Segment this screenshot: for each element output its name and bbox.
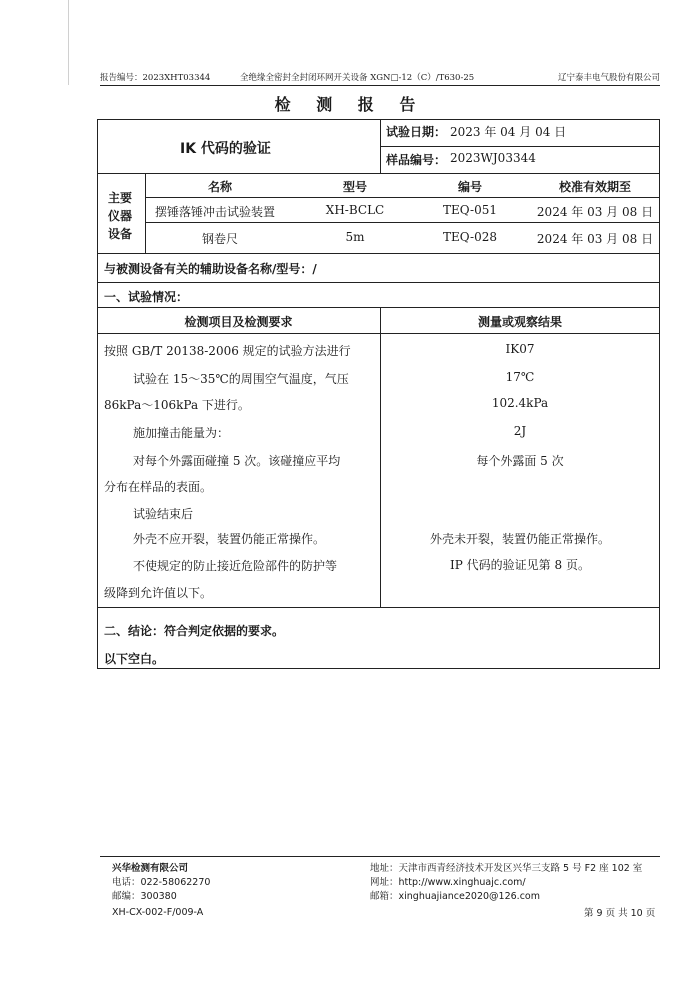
instrument-label-3: 设备 [108,227,133,241]
col-header-name: 名称 [207,180,232,194]
instrument-calibration: 2024 年 03 月 08 日 [536,205,654,219]
header-rule [100,85,660,86]
requirement-line: 不使规定的防止接近危险部件的防护等 [133,559,338,573]
footer-phone: 电话：022-58062270 [112,877,211,888]
instrument-label-1: 主要 [108,191,133,205]
instrument-model: 5m [345,230,365,244]
footer-postcode: 邮编：300380 [112,891,177,902]
divider [97,607,660,608]
result-line: 2J [513,424,527,438]
report-header [100,68,660,84]
footer-email: 邮箱：xinghuajiance2020@126.com [370,891,540,902]
instrument-calibration: 2024 年 03 月 08 日 [536,232,654,246]
divider [145,197,660,198]
requirements-header: 检测项目及检测要求 [184,315,293,329]
result-line: 102.4kPa [491,396,549,410]
test-item-name: IK 代码的验证 [180,141,271,157]
instrument-label-2: 仪器 [108,209,133,223]
instrument-name: 摆锤落锤冲击试验装置 [154,205,275,219]
result-line: IK07 [505,342,535,356]
divider [145,222,660,223]
col-header-number: 编号 [457,180,482,194]
result-line: IP 代码的验证见第 8 页。 [450,558,590,572]
divider [97,307,660,308]
page-title: 检 测 报 告 [274,95,426,114]
divider [97,333,660,334]
footer-rule [100,856,660,857]
instrument-number: TEQ-028 [443,230,497,244]
col-header-model: 型号 [342,180,367,194]
footer-address: 地址：天津市西青经济技术开发区兴华三支路 5 号 F2 座 102 室 [370,863,643,874]
report-number: 报告编号：2023XHT03344 [100,73,211,83]
company-name: 辽宁泰丰电气股份有限公司 [557,73,660,83]
conclusion: 二、结论：符合判定依据的要求。 [104,624,285,638]
result-line: 外壳未开裂，装置仍能正常操作。 [429,532,610,546]
sample-number-label: 样品编号： [386,153,447,167]
divider [97,173,660,174]
blank-note: 以下空白。 [104,652,165,666]
result-line: 每个外露面 5 次 [476,454,564,468]
test-date-value: 2023 年 04 月 04 日 [450,125,567,139]
scan-fold-line [68,0,69,85]
section1-title: 一、试验情况： [104,290,189,304]
divider [97,253,660,254]
col-header-calibration: 校准有效期至 [558,180,631,194]
requirement-line: 对每个外露面碰撞 5 次。该碰撞应平均 [133,454,341,468]
sample-number-value: 2023WJ03344 [450,151,536,165]
requirement-line: 施加撞击能量为： [133,426,230,440]
requirement-line: 试验结束后 [133,507,194,521]
test-date-label: 试验日期： [386,125,447,139]
footer-website: 网址：http://www.xinghuajc.com/ [370,877,526,888]
result-line: 17℃ [505,370,535,384]
requirement-line: 分布在样品的表面。 [104,480,213,494]
results-header: 测量或观察结果 [477,315,562,329]
page-number: 第 9 页 共 10 页 [584,908,656,919]
instrument-name: 钢卷尺 [201,232,238,246]
divider [380,146,660,147]
divider [380,119,381,173]
form-code: XH-CX-002-F/009-A [112,907,204,918]
divider [97,282,660,283]
instrument-number: TEQ-051 [443,203,497,217]
aux-equipment: 与被测设备有关的辅助设备名称/型号：/ [104,262,317,276]
footer-org: 兴华检测有限公司 [112,863,189,874]
requirement-line: 外壳不应开裂，装置仍能正常操作。 [133,532,326,546]
requirement-line: 试验在 15～35℃的周围空气温度，气压 [133,372,349,386]
requirement-line: 按照 GB/T 20138-2006 规定的试验方法进行 [104,344,351,358]
instrument-model: XH-BCLC [325,203,385,217]
requirement-line: 级降到允许值以下。 [104,586,213,600]
product-name: 全绝缘全密封全封闭环网开关设备 XGN□-12（C）/T630-25 [240,73,475,83]
requirement-line: 86kPa～106kPa 下进行。 [104,398,250,412]
